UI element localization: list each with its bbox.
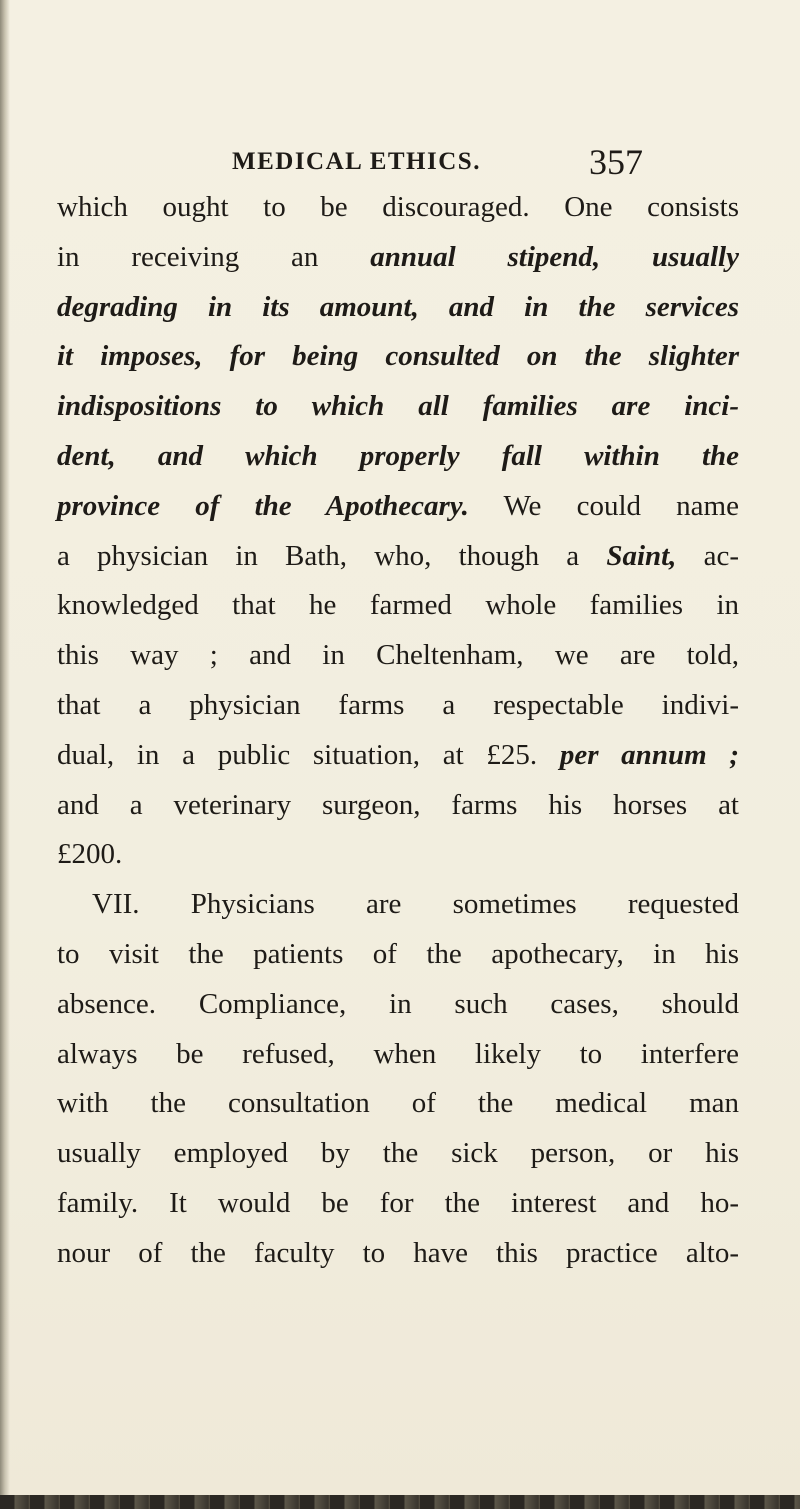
text-line bbox=[57, 532, 739, 582]
text-segment: this way ; and in Cheltenham, we are told, bbox=[57, 639, 739, 672]
text-line bbox=[57, 332, 739, 382]
text-line bbox=[57, 382, 739, 432]
text-line bbox=[57, 880, 739, 930]
text-segment: family. It would be for the interest and ho- bbox=[57, 1186, 739, 1219]
text-segment: and a veterinary surgeon, farms his horses at bbox=[57, 788, 739, 821]
running-head-title: MEDICAL ETHICS. bbox=[232, 148, 481, 175]
text-line bbox=[57, 1129, 739, 1179]
text-line bbox=[57, 482, 739, 532]
text-line bbox=[57, 283, 739, 333]
text-segment: a physician in Bath, who, though a bbox=[57, 539, 607, 572]
text-line bbox=[57, 183, 739, 233]
text-segment: absence. Compliance, in such cases, should bbox=[57, 987, 739, 1020]
italic-text-segment: indispositions to which all families are inci- bbox=[57, 390, 739, 423]
text-segment: with the consultation of the medical man bbox=[57, 1087, 739, 1120]
text-segment: knowledged that he farmed whole families in bbox=[57, 589, 739, 622]
italic-text-segment: per annum ; bbox=[559, 738, 739, 771]
italic-text-segment: annual stipend, usually bbox=[370, 240, 739, 273]
text-segment: ac- bbox=[676, 539, 739, 572]
italic-text-segment: it imposes, for being consulted on the slighter bbox=[57, 340, 739, 373]
text-segment: We could name bbox=[468, 489, 739, 522]
text-line bbox=[57, 233, 739, 283]
text-line bbox=[57, 781, 739, 831]
italic-text-segment: dent, and which properly fall within the bbox=[57, 439, 739, 472]
text-segment: nour of the faculty to have this practice alto- bbox=[57, 1236, 739, 1269]
running-head bbox=[0, 142, 800, 182]
text-line bbox=[57, 681, 739, 731]
text-segment: in receiving an bbox=[57, 240, 371, 273]
text-segment: £200. bbox=[57, 838, 123, 871]
text-segment: always be refused, when likely to interfere bbox=[57, 1037, 739, 1070]
scan-bottom-edge bbox=[0, 1495, 800, 1509]
text-line bbox=[57, 1079, 739, 1129]
text-segment: that a physician farms a respectable indivi- bbox=[57, 688, 739, 721]
text-segment: usually employed by the sick person, or his bbox=[57, 1137, 739, 1170]
text-line bbox=[57, 1030, 739, 1080]
text-line bbox=[57, 432, 739, 482]
text-line bbox=[57, 830, 739, 880]
italic-text-segment: degrading in its amount, and in the services bbox=[57, 290, 739, 323]
text-line bbox=[57, 631, 739, 681]
text-segment: to visit the patients of the apothecary, in his bbox=[57, 937, 739, 970]
italic-text-segment: province of the Apothecary. bbox=[57, 489, 469, 522]
body-text bbox=[57, 183, 739, 1279]
text-line bbox=[57, 581, 739, 631]
text-line bbox=[57, 731, 739, 781]
text-segment: dual, in a public situation, at £25. bbox=[57, 738, 560, 771]
text-line bbox=[57, 1229, 739, 1279]
italic-text-segment: Saint, bbox=[606, 539, 677, 572]
text-segment: which ought to be discouraged. One consists bbox=[57, 191, 739, 223]
text-line bbox=[57, 1179, 739, 1229]
text-line bbox=[57, 980, 739, 1030]
text-line bbox=[57, 930, 739, 980]
page-number: 357 bbox=[589, 142, 643, 182]
page-gutter-edge bbox=[0, 0, 10, 1509]
text-segment: VII. Physicians are sometimes requested bbox=[92, 888, 739, 921]
